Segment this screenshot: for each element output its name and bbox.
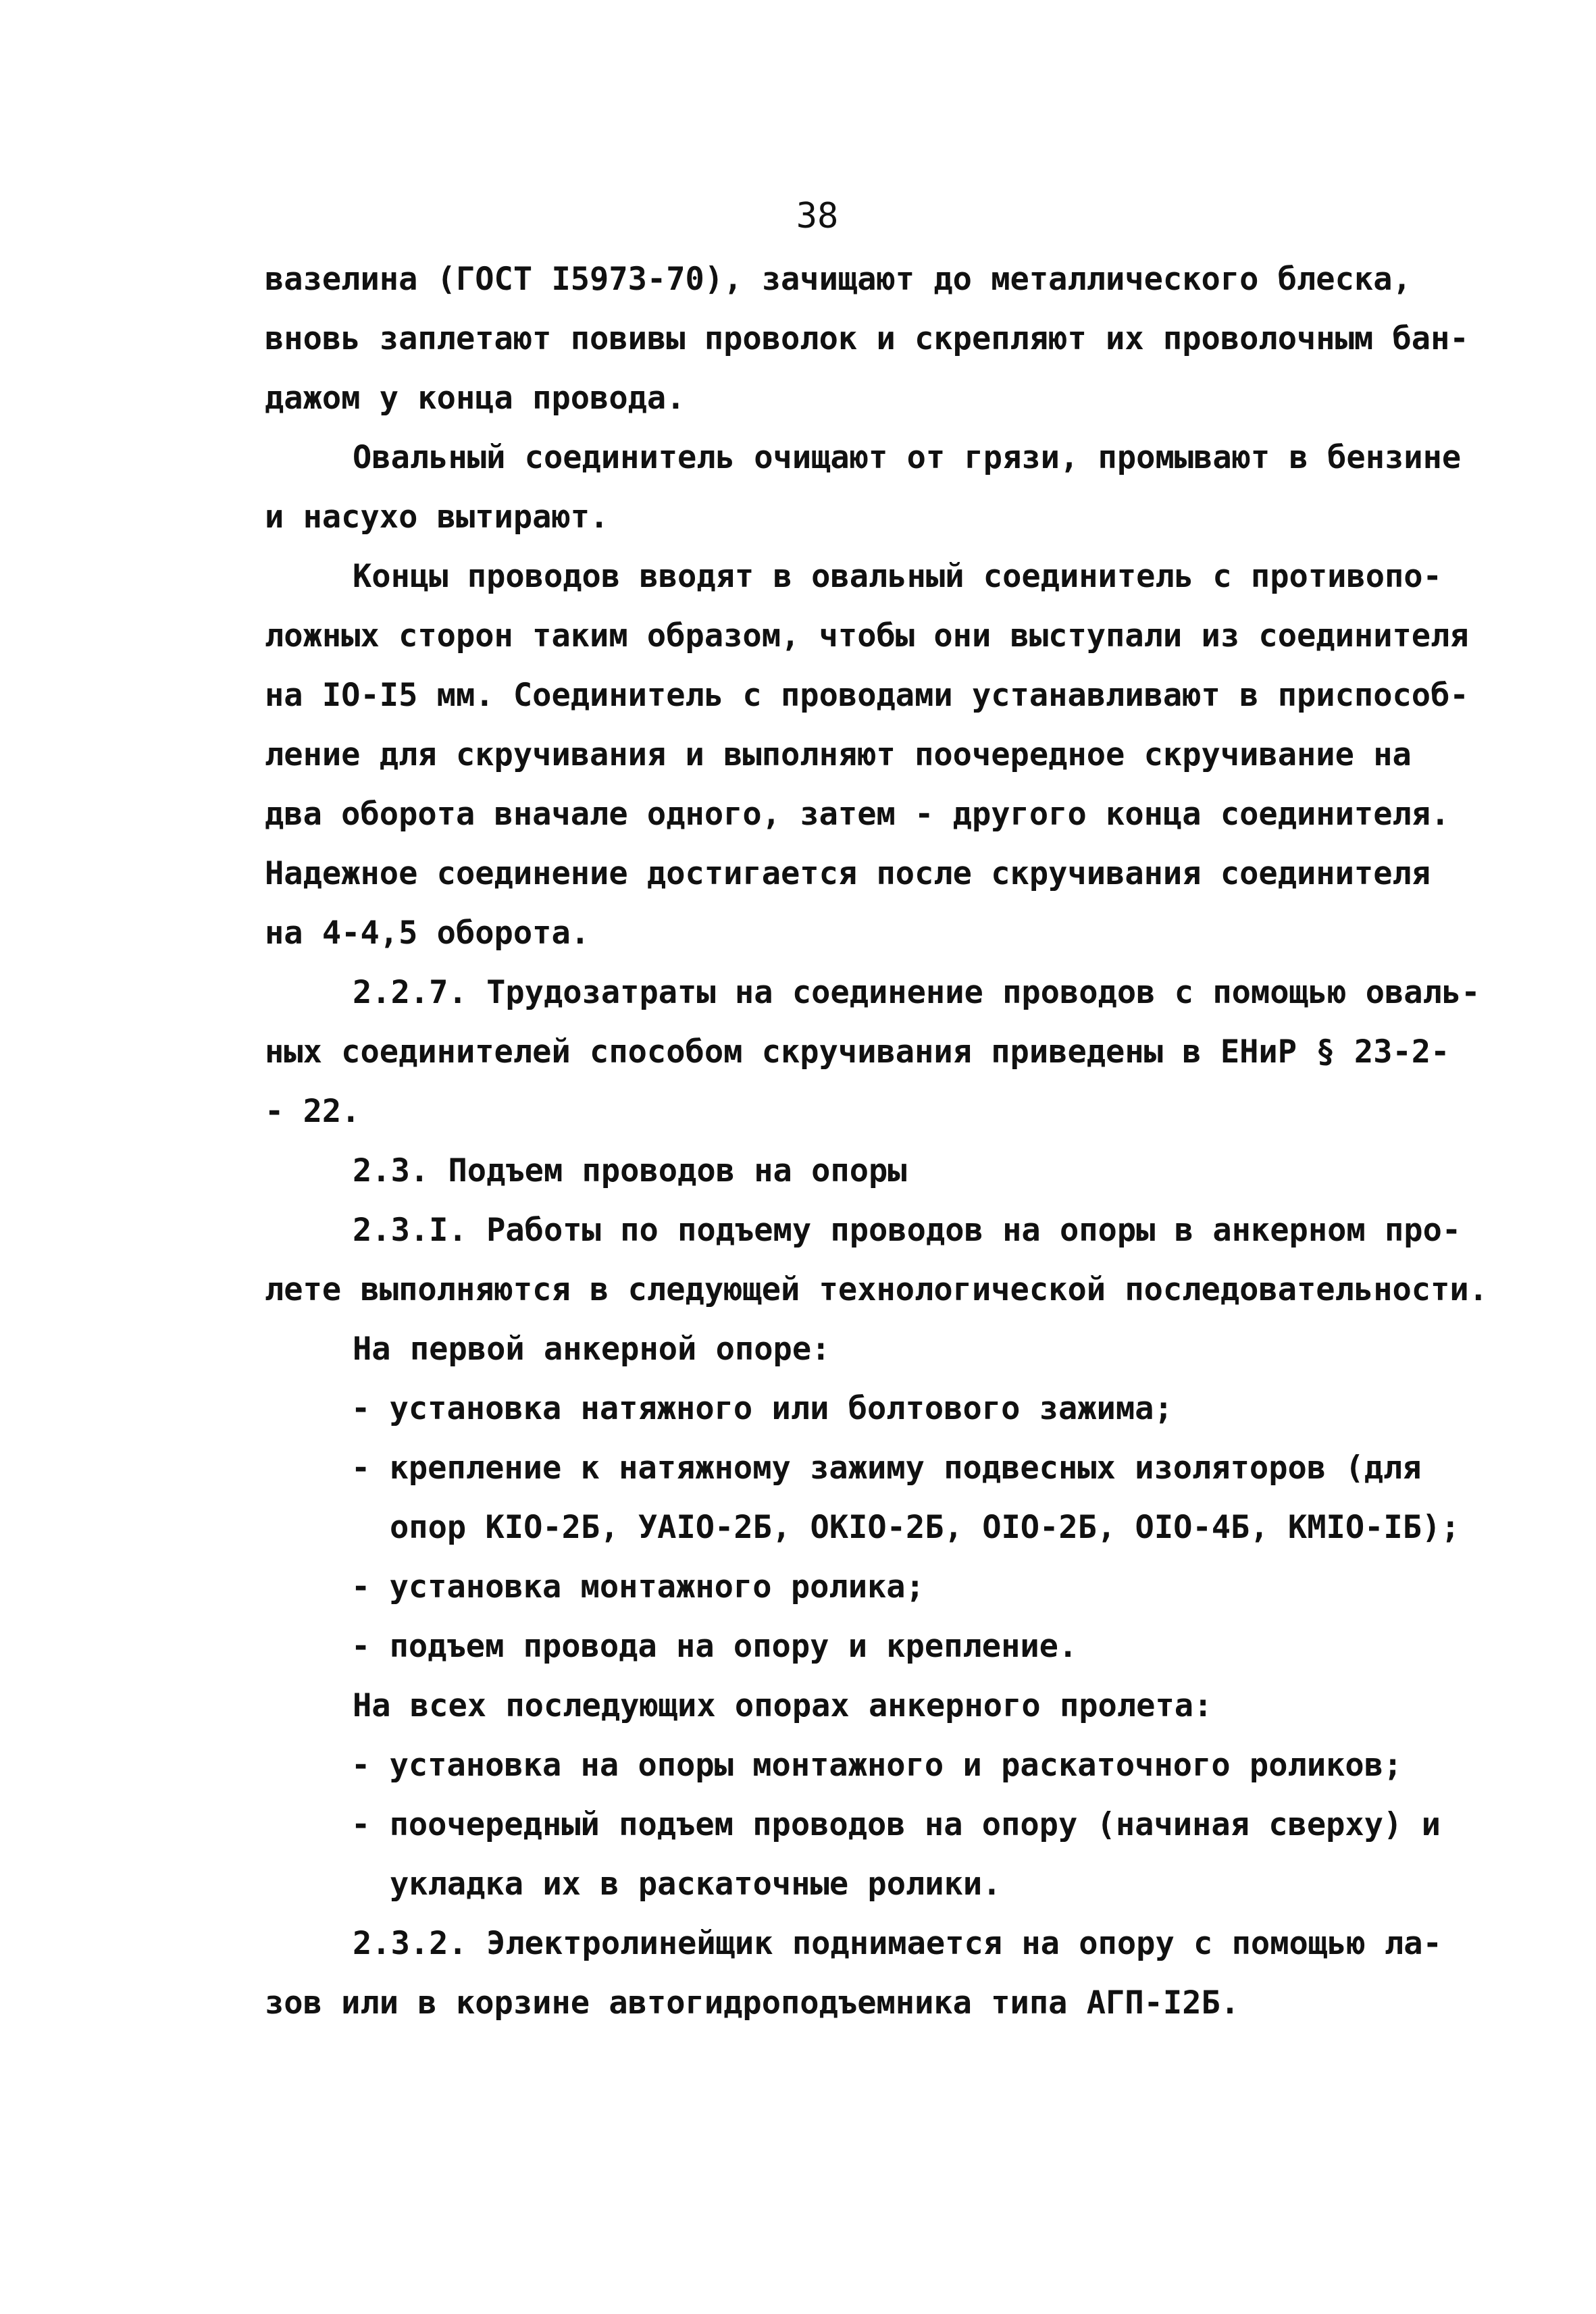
list-item: - установка натяжного или болтового зажима; [351,1390,1173,1427]
text-line: На первой анкерной опоре: [353,1331,831,1368]
list-item: - подъем провода на опору и крепление. [351,1628,1078,1665]
list-item: - установка на опоры монтажного и раскаточного роликов; [351,1747,1403,1784]
list-item-continuation: опор КIO-2Б, УАIO-2Б, ОКIO-2Б, OIO-2Б, OIO-4Б, КМIO-IБ); [390,1509,1460,1546]
text-line: Овальный соединитель очищают от грязи, промывают в бензине [353,439,1462,476]
list-item-continuation: укладка их в раскаточные ролики. [390,1866,1002,1903]
text-line: лете выполняются в следующей технологической последовательности. [265,1271,1488,1308]
text-line: - 22. [265,1093,361,1130]
page-number: 38 [796,196,839,236]
text-line: ление для скручивания и выполняют поочередное скручивание на [265,736,1412,773]
section-heading: 2.3. Подъем проводов на опоры [353,1152,907,1189]
text-line: два оборота вначале одного, затем - другого конца соединителя. [265,796,1450,833]
text-line: 2.2.7. Трудозатраты на соединение проводов с помощью оваль- [353,974,1481,1011]
text-line: на IO-I5 мм. Соединитель с проводами устанавливают в приспособ- [265,677,1469,714]
text-line: и насухо вытирают. [265,498,609,536]
text-line: ложных сторон таким образом, чтобы они выступали из соединителя [265,617,1469,654]
text-line: вазелина (ГОСТ I5973-70), зачищают до металлического блеска, [265,261,1412,298]
text-line: 2.3.I. Работы по подъему проводов на опоры в анкерном про- [353,1212,1462,1249]
text-line: На всех последующих опорах анкерного пролета: [353,1687,1213,1724]
text-line: ных соединителей способом скручивания приведены в ЕНиР § 23-2- [265,1033,1450,1071]
text-line: Надежное соединение достигается после скручивания соединителя [265,855,1431,892]
text-line: зов или в корзине автогидроподъемника типа АГП-I2Б. [265,1984,1240,2022]
text-line: на 4-4,5 оборота. [265,915,590,952]
list-item: - установка монтажного ролика; [351,1568,925,1605]
text-line: вновь заплетают повивы проволок и скрепляют их проволочным бан- [265,320,1469,357]
list-item: - крепление к натяжному зажиму подвесных изоляторов (для [351,1449,1422,1487]
text-line: Концы проводов вводят в овальный соединитель с противопо- [353,558,1442,595]
text-line: дажом у конца провода. [265,380,686,417]
body-text [265,250,1488,2033]
text-line: 2.3.2. Электролинейщик поднимается на опору с помощью ла- [353,1925,1442,1962]
list-item: - поочередный подъем проводов на опору (начиная сверху) и [351,1806,1441,1843]
